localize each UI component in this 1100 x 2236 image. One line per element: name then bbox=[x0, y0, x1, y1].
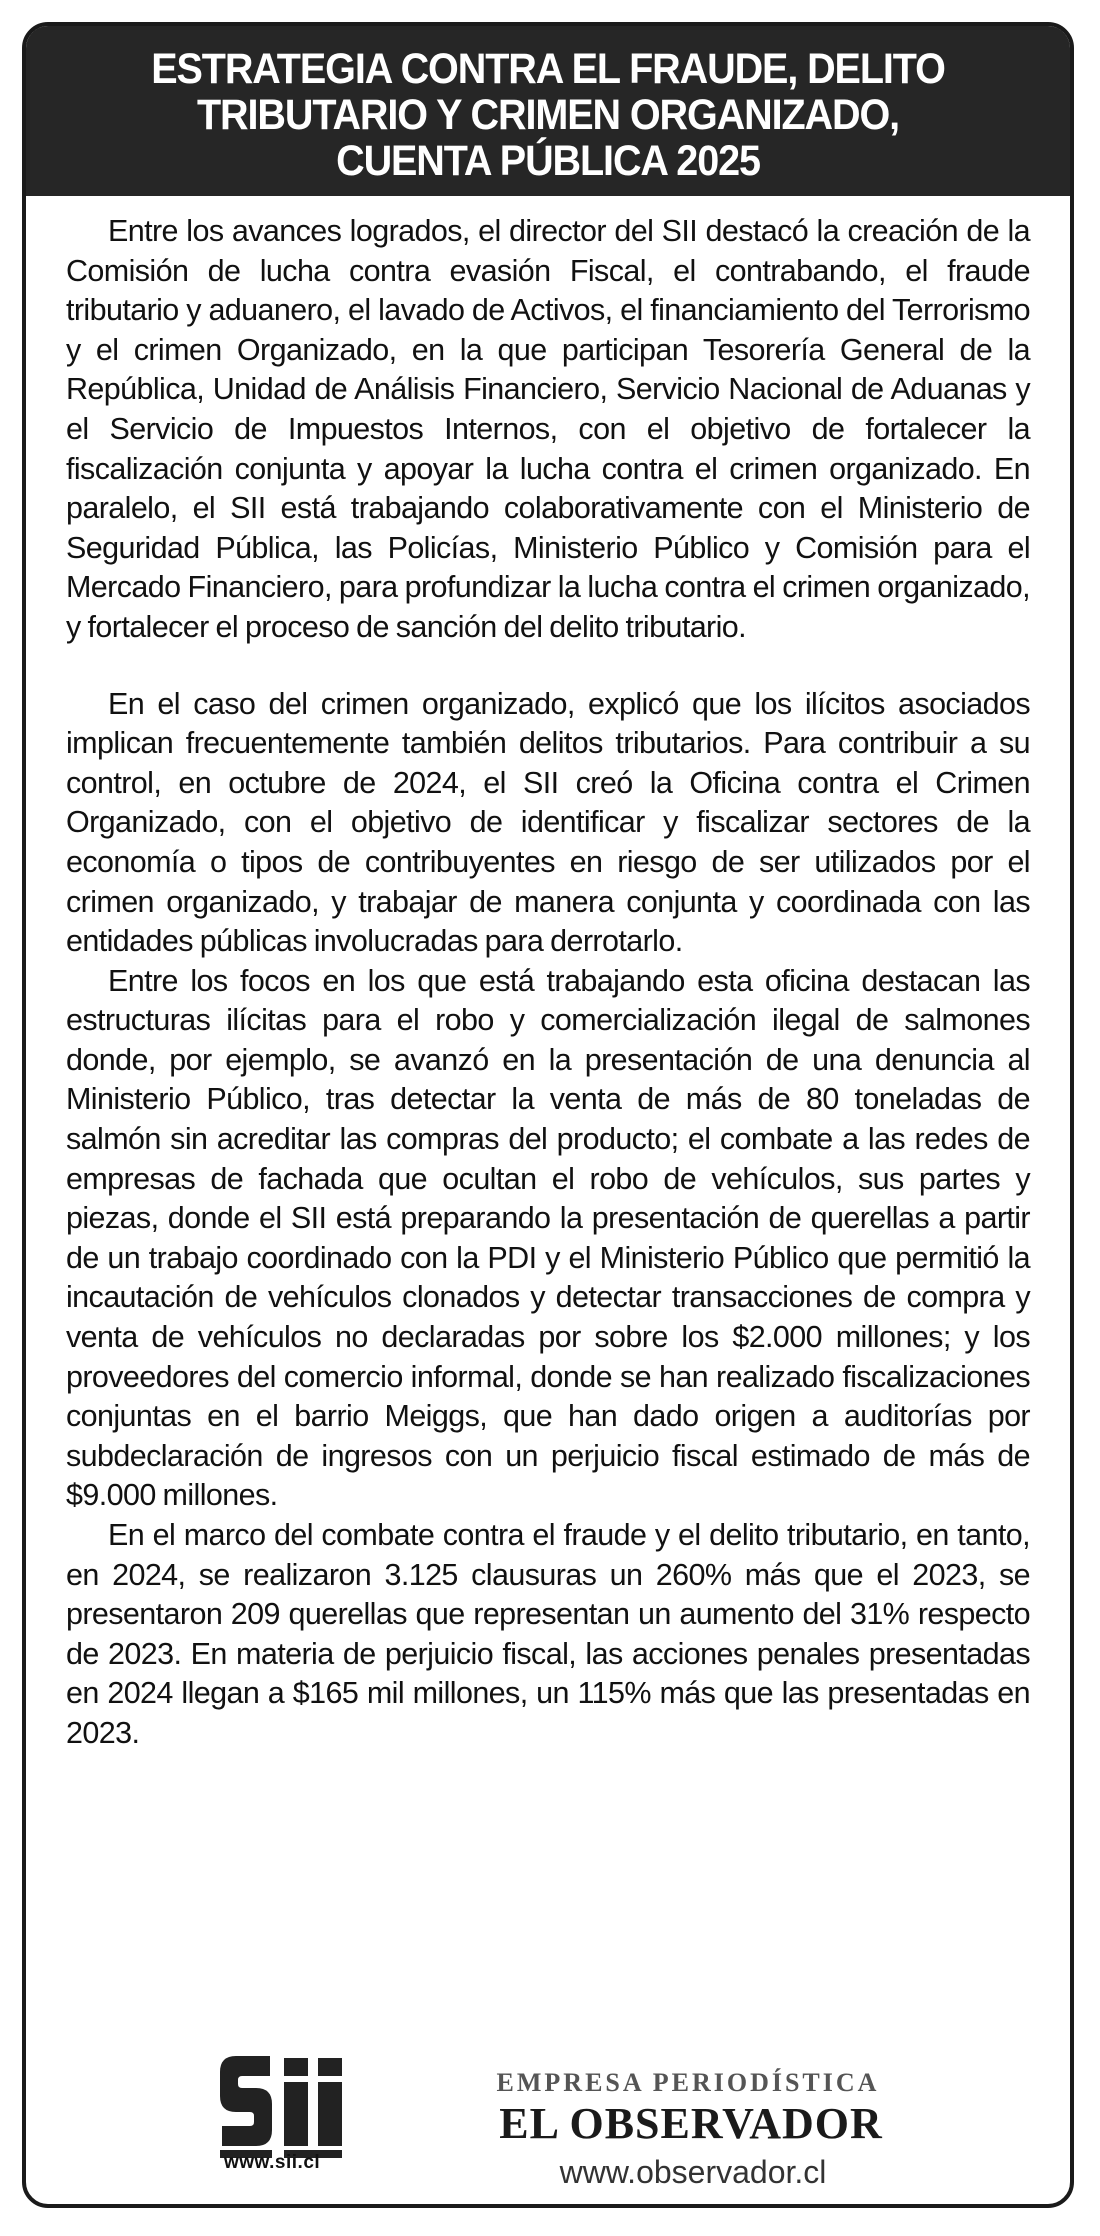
sii-url[interactable]: www.sii.cl bbox=[224, 2152, 321, 2173]
paragraph-1: Entre los avances logrados, el director del SII destacó la creación de la Comisión de lucha contra evasión Fiscal, el contrabando, el fraude tributario y aduanero, el lavado de Activos, el financiamiento del Terrorismo y el crimen Organizado, en la que participan Tesorería General de la República, Unidad de Análisis Financiero, Servicio Nacional de Aduanas y el Servicio de Impuestos Internos, con el objetivo de fortalecer la fiscalización conjunta y apoyar la lucha contra el crimen organizado. En paralelo, el SII está trabajando colaborativamente con el Ministerio de Seguridad Pública, las Policías, Ministerio Público y Comisión para el Mercado Financiero, para profundizar la lucha contra el crimen organizado, y fortalecer el proceso de sanción del delito tributario. bbox=[66, 214, 1030, 644]
notice-frame bbox=[22, 22, 1074, 2208]
publisher-name: EL OBSERVADOR bbox=[499, 2099, 883, 2148]
paragraph-3: Entre los focos en los que está trabajando esta oficina destacan las estructuras ilícitas para el robo y comercialización ilegal de salmones donde, por ejemplo, se avanzó en la presentación de una denuncia al Ministerio Público, tras detectar la venta de más de 80 toneladas de salmón sin acreditar las compras del producto; el combate a las redes de empresas de fachada que ocultan el robo de vehículos, sus partes y piezas, donde el SII está preparando la presentación de querellas a partir de un trabajo coordinado con la PDI y el Ministerio Público que permitió la incautación de vehículos clonados y detectar transacciones de compra y venta de vehículos no declaradas por sobre los $2.000 millones; y los proveedores del comercio informal, donde se han realizado fiscalizaciones conjuntas en el barrio Meiggs, que han dado origen a auditorías por subdeclaración de ingresos con un perjuicio fiscal estimado de más de $9.000 millones. bbox=[66, 963, 1030, 1513]
title-line-2: TRIBUTARIO Y CRIMEN ORGANIZADO, bbox=[196, 91, 900, 139]
publisher-url[interactable]: www.observador.cl bbox=[559, 2154, 827, 2190]
article-body bbox=[66, 212, 1030, 1754]
paragraph-4: En el marco del combate contra el fraude y el delito tributario, en tanto, en 2024, se realizaron 3.125 clausuras un 260% más que el 2023, se presentaron 209 querellas que representan un aumento del 31% respecto de 2023. En materia de perjuicio fiscal, las acciones penales presentadas en 2024 llegan a $165 mil millones, un 115% más que las presentadas en 2023. bbox=[66, 1518, 1030, 1750]
footer bbox=[26, 2026, 1070, 2206]
notice-header bbox=[26, 26, 1070, 196]
paragraph-2: En el caso del crimen organizado, explicó que los ilícitos asociados implican frecuentemente también delitos tributarios. Para contribuir a su control, en octubre de 2024, el SII creó la Oficina contra el Crimen Organizado, con el objetivo de identificar y fiscalizar sectores de la economía o tipos de contribuyentes en riesgo de ser utilizados por el crimen organizado, y trabajar de manera conjunta y coordinada con las entidades públicas involucradas para derrotarlo. bbox=[66, 686, 1030, 959]
title-line-1: ESTRATEGIA CONTRA EL FRAUDE, DELITO bbox=[151, 45, 945, 93]
publisher-kicker: EMPRESA PERIODÍSTICA bbox=[496, 2068, 880, 2097]
title-line-3: CUENTA PÚBLICA 2025 bbox=[336, 137, 760, 185]
